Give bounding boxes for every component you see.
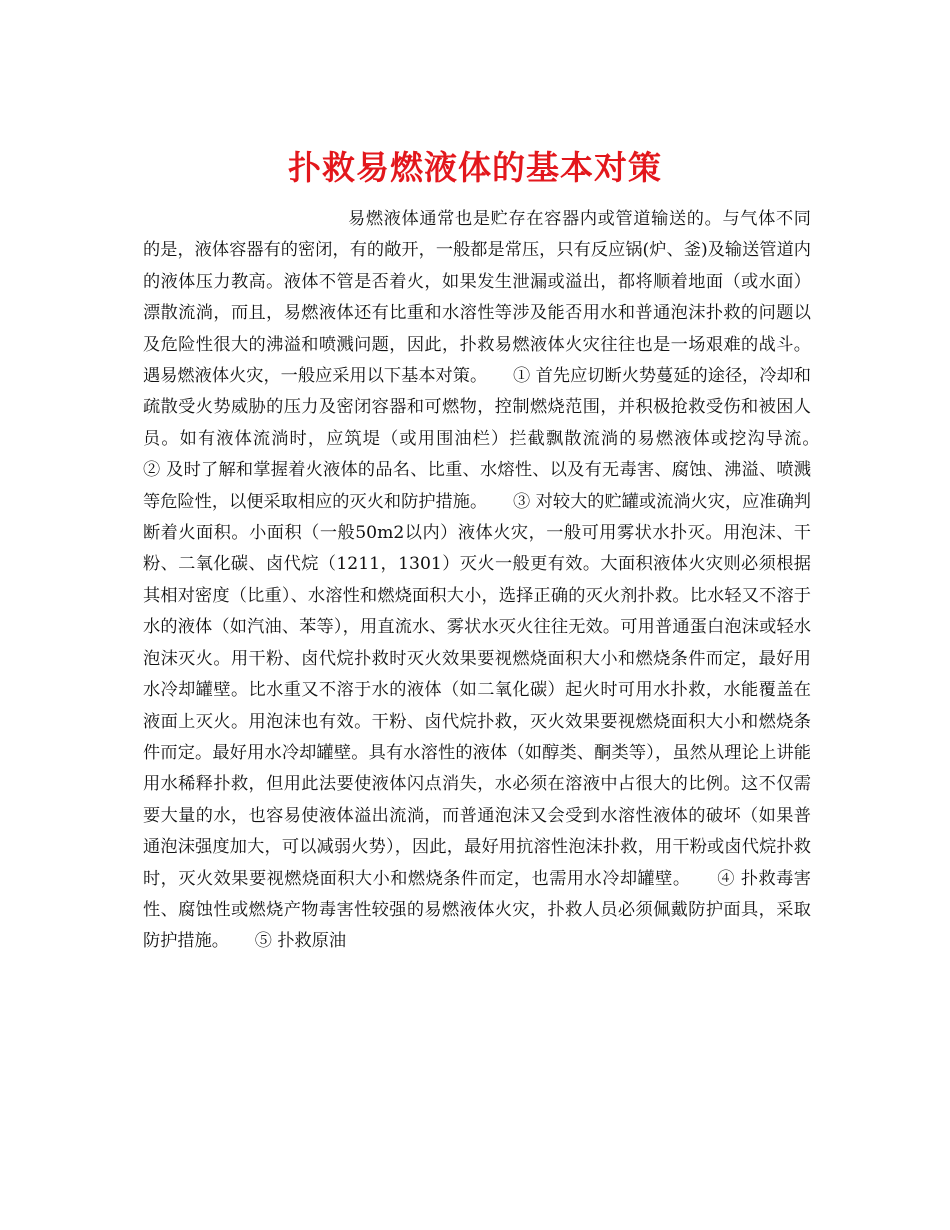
body-paragraph: 易燃液体通常也是贮存在容器内或管道输送的。与气体不同的是，液体容器有的密闭，有的敞开，一般都是常压，只有反应锅(炉、釜)及输送管道内的液体压力教高。液体不管是否着火，如果发生泄漏或溢出，都将顺着地面（或水面）漂散流淌，而且，易燃液体还有比重和水溶性等涉及能否用水和普通泡沫扑救的问题以及危险性很大的沸溢和喷溅问题，因此，扑救易燃液体火灾往往也是一场艰难的战斗。遇易燃液体火灾，一般应采用以下基本对策。 ① 首先应切断火势蔓延的途径，冷却和疏散受火势威胁的压力及密闭容器和可燃物，控制燃烧范围，并积极抢救受伤和被困人员。如有液体流淌时，应筑堤（或用围油栏）拦截飘散流淌的易燃液体或挖沟导流。 ② 及时了解和掌握着火液体的品名、比重、水熔性、以及有无毒害、腐蚀、沸溢、喷溅等危险性，以便采取相应的灭火和防护措施。 ③ 对较大的贮罐或流淌火灾，应准确判断着火面积。小面积（一般50m2以内）液体火灾，一般可用雾状水扑灭。用泡沫、干粉、二氧化碳、卤代烷（1211，1301）灭火一般更有效。大面积液体火灾则必须根据其相对密度（比重）、水溶性和燃烧面积大小，选择正确的灭火剂扑救。比水轻又不溶于水的液体（如汽油、苯等），用直流水、雾状水灭火往往无效。可用普通蛋白泡沫或轻水泡沫灭火。用干粉、卤代烷扑救时灭火效果要视燃烧面积大小和燃烧条件而定，最好用水冷却罐壁。比水重又不溶于水的液体（如二氧化碳）起火时可用水扑救，水能覆盖在液面上灭火。用泡沫也有效。干粉、卤代烷扑救，灭火效果要视燃烧面积大小和燃烧条件而定。最好用水冷却罐壁。具有水溶性的液体（如醇类、酮类等），虽然从理论上讲能用水稀释扑救，但用此法要使液体闪点消失，水必须在溶液中占很大的比例。这不仅需要大量的水，也容易使液体溢出流淌，而普通泡沫又会受到水溶性液体的破坏（如果普通泡沫强度加大，可以减弱火势），因此，最好用抗溶性泡沫扑救，用干粉或卤代烷扑救时，灭火效果要视燃烧面积大小和燃烧条件而定，也需用水冷却罐壁。 ④ 扑救毒害性、腐蚀性或燃烧产物毒害性较强的易燃液体火灾，扑救人员必须佩戴防护面具，采取防护措施。 ⑤ 扑救原油 (143, 209, 846, 952)
document-title: 扑救易燃液体的基本对策 (288, 148, 662, 188)
